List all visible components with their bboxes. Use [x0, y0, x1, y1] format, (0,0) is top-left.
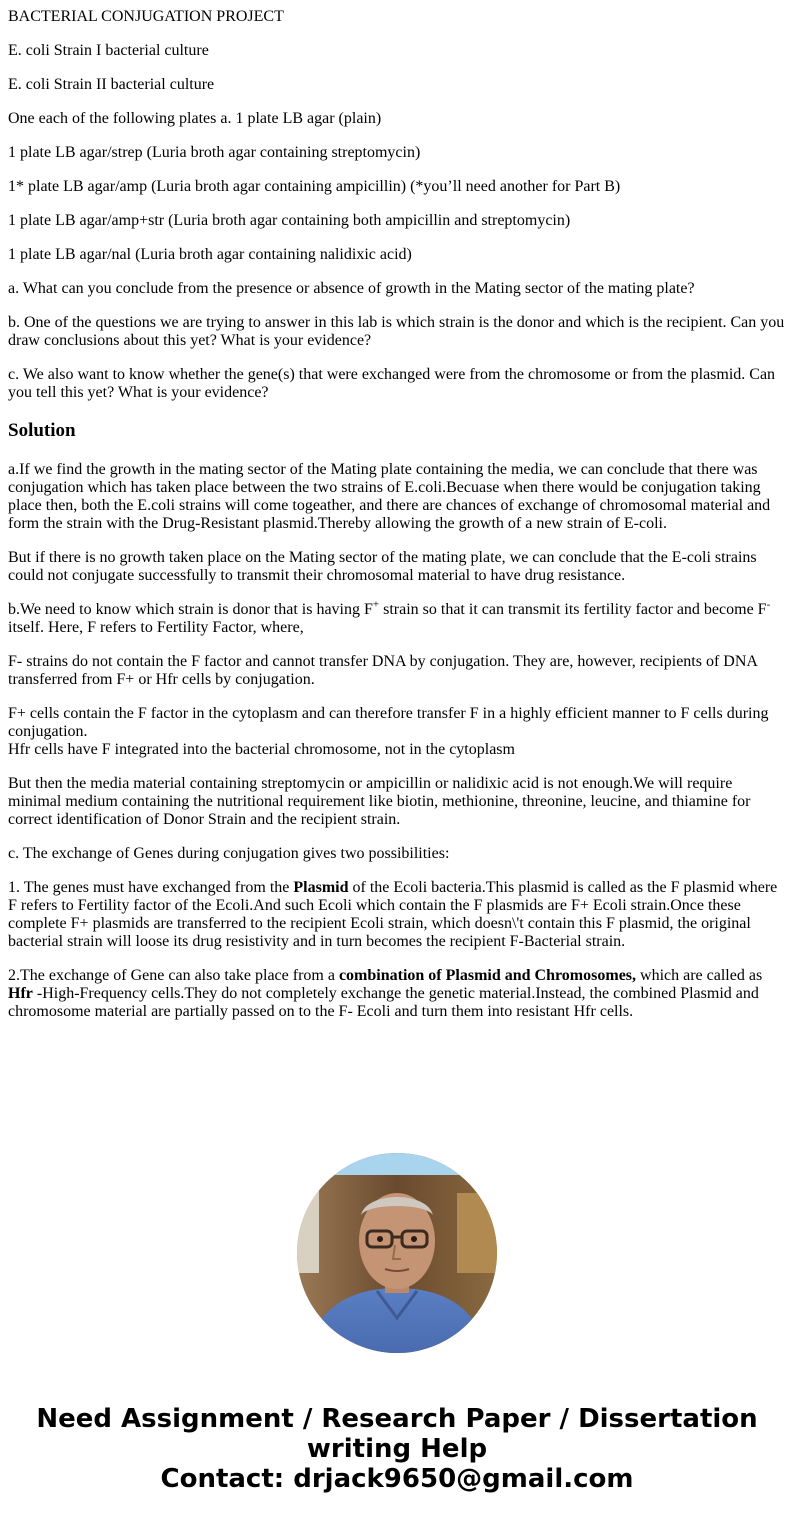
material-item: 1 plate LB agar/nal (Luria broth agar containing nalidixic acid)	[8, 246, 412, 263]
solution-c3-text-1: 2.The exchange of Gene can also take place from a	[8, 967, 339, 984]
solution-c2-text-1: 1. The genes must have exchanged from the	[8, 879, 294, 896]
plasmid-bold: Plasmid	[293, 879, 349, 896]
question-title: BACTERIAL CONJUGATION PROJECT	[8, 8, 284, 25]
material-item: 1 plate LB agar/amp+str (Luria broth agar containing both ampicillin and streptomycin)	[8, 212, 571, 229]
solution-b3-line-1: F+ cells contain the F factor in the cytoplasm and can therefore transfer F in a highly efficient manner to F cells during conjugation.	[8, 705, 769, 740]
combination-bold: combination of Plasmid and Chromosomes,	[338, 967, 637, 984]
material-item: One each of the following plates a. 1 plate LB agar (plain)	[8, 110, 382, 127]
solution-b-text-3: itself. Here, F refers to Fertility Factor, where,	[8, 619, 304, 636]
solution-b-paragraph-4: But then the media material containing streptomycin or ampicillin or nalidixic acid is not enough.We will require minimal medium containing the nutritional requirement like biotin, methionine, threonine, leucine, and thiamine for correct identification of Donor Strain and the recipient strain.	[8, 775, 751, 828]
footer-line-1: Need Assignment / Research Paper / Dissertation	[36, 1404, 758, 1434]
solution-c-paragraph-3	[8, 967, 786, 1021]
solution-b-paragraph-3	[8, 705, 786, 759]
footer-contact: Contact: drjack9650@gmail.com	[160, 1464, 634, 1494]
footer-line-2: writing Help	[306, 1434, 488, 1464]
hfr-bold: Hfr	[8, 985, 33, 1002]
document-content	[8, 0, 786, 1037]
solution-c-paragraph-1: c. The exchange of Genes during conjugation gives two possibilities:	[8, 845, 450, 862]
question-part-b: b. One of the questions we are trying to answer in this lab is which strain is the donor and which is the recipient. Can you draw conclusions about this yet? What is your evidence?	[8, 314, 785, 349]
solution-a-paragraph-2: But if there is no growth taken place on the Mating sector of the mating plate, we can conclude that the E-coli strains could not conjugate successfully to transmit their chromosomal material to have drug resistance.	[8, 549, 757, 584]
solution-b-paragraph-2: F- strains do not contain the F factor and cannot transfer DNA by conjugation. They are, however, recipients of DNA transferred from F+ or Hfr cells by conjugation.	[8, 653, 758, 688]
material-item: E. coli Strain II bacterial culture	[8, 76, 215, 93]
solution-c3-text-2: which are called as	[636, 967, 763, 984]
solution-heading: Solution	[8, 420, 76, 441]
solution-c-paragraph-2	[8, 879, 786, 951]
solution-c2-text-2: of the Ecoli bacteria.This plasmid is called as the F plasmid where F refers to Fertility factor of the Ecoli.And such Ecoli which contain the F plasmids are F+ Ecoli strain.Once these complete F+ plasmids are transferred to the recipient Ecoli strain, which doesn\'t contain this F plasmid, the original bacterial strain will loose its drug resistivity and in turn becomes the recipient F-Bacterial strain.	[8, 879, 778, 950]
portrait-image	[297, 1153, 497, 1353]
question-part-a: a. What can you conclude from the presence or absence of growth in the Mating sector of the mating plate?	[8, 280, 695, 297]
footer-promo	[0, 1404, 794, 1494]
solution-b3-line-2: Hfr cells have F integrated into the bacterial chromosome, not in the cytoplasm	[8, 741, 515, 758]
solution-b-text-1: b.We need to know which strain is donor that is having F	[8, 601, 373, 618]
solution-c3-text-3: -High-Frequency cells.They do not completely exchange the genetic material.Instead, the combined Plasmid and chromosome material are partially passed on to the F- Ecoli and turn them into resistant Hfr cells.	[8, 985, 759, 1020]
solution-b-text-2: strain so that it can transmit its fertility factor and become F	[379, 601, 767, 618]
material-item: 1* plate LB agar/amp (Luria broth agar containing ampicillin) (*you’ll need another for Part B)	[8, 178, 621, 195]
material-item: E. coli Strain I bacterial culture	[8, 42, 209, 59]
solution-b-paragraph-1	[8, 598, 786, 637]
question-part-c: c. We also want to know whether the gene(s) that were exchanged were from the chromosome or from the plasmid. Can you tell this yet? What is your evidence?	[8, 366, 776, 401]
solution-a-paragraph-1: a.If we find the growth in the mating sector of the Mating plate containing the media, we can conclude that there was conjugation which has taken place between the two strains of E.coli.Becuase when there would be conjugation taking place then, both the E.coli strains will come togeather, and there are chances of exchange of chromosomal material and form the strain with the Drug-Resistant plasmid.Thereby allowing the growth of a new strain of E-coli.	[8, 461, 771, 532]
author-avatar	[297, 1153, 497, 1353]
f-plus-superscript: +	[372, 598, 380, 611]
f-minus-superscript: -	[766, 598, 771, 611]
material-item: 1 plate LB agar/strep (Luria broth agar containing streptomycin)	[8, 144, 421, 161]
